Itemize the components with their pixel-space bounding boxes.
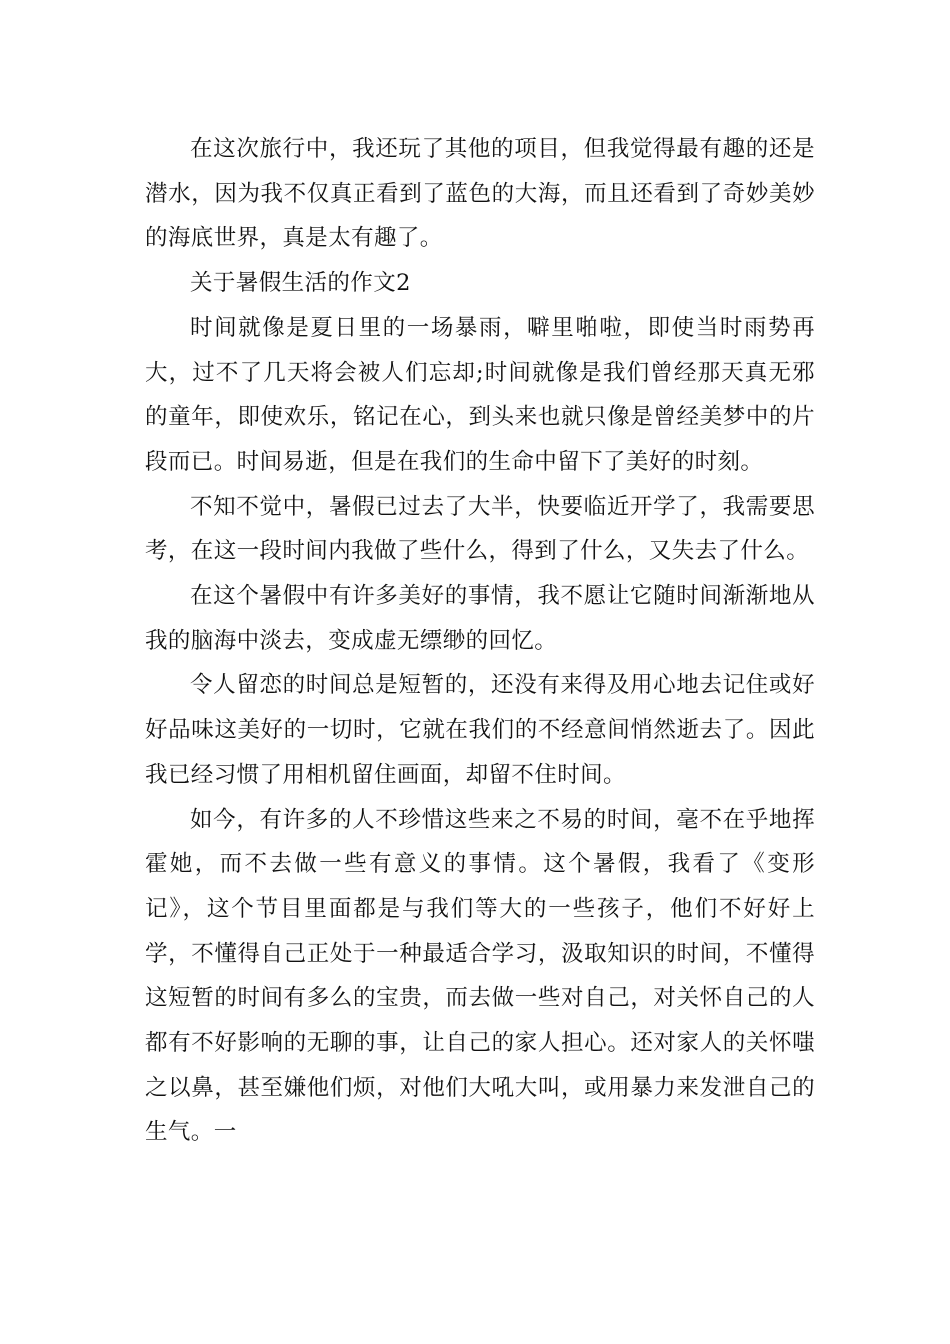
paragraph-camera: 令人留恋的时间总是短暂的，还没有来得及用心地去记住或好好品味这美好的一切时，它就在我们的不经意间悄然逝去了。因此我已经习惯了用相机留住画面，却留不住时间。 bbox=[145, 672, 815, 788]
document-body bbox=[145, 127, 815, 1155]
paragraph-good-things: 在这个暑假中有许多美好的事情，我不愿让它随时间渐渐地从我的脑海中淡去，变成虚无缥缈的回忆。 bbox=[145, 583, 815, 654]
paragraph-diving: 在这次旅行中，我还玩了其他的项目，但我觉得最有趣的还是潜水，因为我不仅真正看到了蓝色的大海，而且还看到了奇妙美妙的海底世界，真是太有趣了。 bbox=[145, 136, 815, 252]
paragraph-time-rain: 时间就像是夏日里的一场暴雨，噼里啪啦，即使当时雨势再大，过不了几天将会被人们忘却;时间就像是我们曾经那天真无邪的童年，即使欢乐，铭记在心，到头来也就只像是曾经美梦中的片段而已。时间易逝，但是在我们的生命中留下了美好的时刻。 bbox=[145, 314, 815, 475]
essay-heading: 关于暑假生活的作文2 bbox=[190, 270, 411, 297]
paragraph-cherish-time: 如今，有许多的人不珍惜这些来之不易的时间，毫不在乎地挥霍她，而不去做一些有意义的事情。这个暑假，我看了《变形记》，这个节目里面都是与我们等大的一些孩子，他们不好好上学，不懂得自己正处于一种最适合学习，汲取知识的时间，不懂得这短暂的时间有多么的宝贵，而去做一些对自己，对关怀自己的人都有不好影响的无聊的事，让自己的家人担心。还对家人的关怀嗤之以鼻，甚至嫌他们烦，对他们大吼大叫，或用暴力来发泄自己的生气。一 bbox=[145, 806, 815, 1146]
paragraph-summer-half: 不知不觉中，暑假已过去了大半，快要临近开学了，我需要思考，在这一段时间内我做了些什么，得到了什么，又失去了什么。 bbox=[145, 493, 815, 565]
